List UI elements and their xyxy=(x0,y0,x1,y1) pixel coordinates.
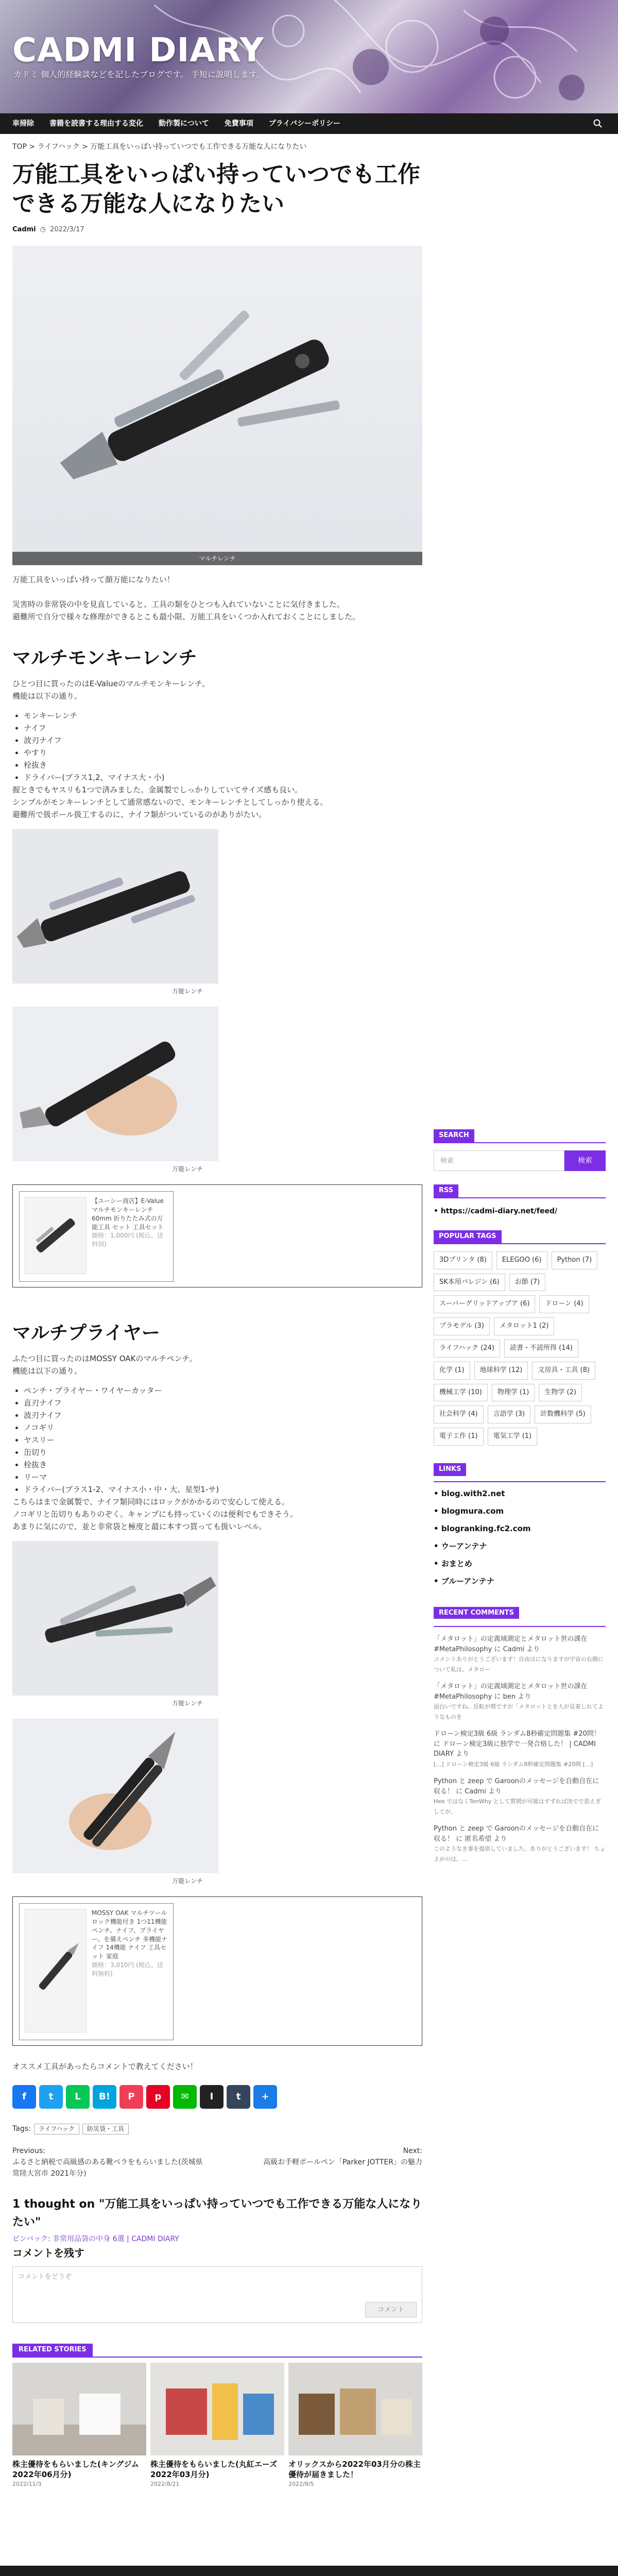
list-item: • 栓抜き xyxy=(24,759,422,771)
sidebar-search-button[interactable]: 検索 xyxy=(564,1150,606,1171)
tag-cloud-item[interactable]: 3Dプリンタ (8) xyxy=(434,1251,492,1269)
recent-comment[interactable]: Python と zeep で Garoonのメッセージを自動自在に収る！ に Cadmi より Hee ではなくTenWhy として質問が可能はすずれば決でで思えぎしてが、 xyxy=(434,1777,601,1815)
nav-item-5[interactable]: プライバシーポリシー xyxy=(268,119,341,128)
related-stories xyxy=(12,2363,422,2489)
tag-cloud-item[interactable]: 計数機科学 (5) xyxy=(535,1405,591,1423)
pocket-icon[interactable]: P xyxy=(119,2085,143,2109)
tag-cloud-item[interactable]: お節 (7) xyxy=(509,1274,546,1292)
product-card-title[interactable]: MOSSY OAK マルチツール ロック機能付き 1つ11機能 ペンチ、ナイフ、プライヤー、を備えペンチ 多機能ナイフ 14機能 ナイフ 工具セット 家庭 xyxy=(92,1909,168,1960)
post-title: 万能工具をいっぱい持っていつでも工作できる万能な人になりたい xyxy=(12,161,420,217)
section-1-photo-2-caption: 万能レンチ xyxy=(172,1165,203,1173)
widget-title: LINKS xyxy=(434,1463,466,1476)
section-2-photo-1 xyxy=(12,1541,218,1696)
line2-icon[interactable]: ✉ xyxy=(173,2085,197,2109)
share-icon[interactable]: + xyxy=(253,2085,277,2109)
rss-widget: RSS • https://cadmi-diary.net/feed/ xyxy=(434,1183,606,1217)
intro-1: 万能工具をいっぱい持って顔万能になりたい！ xyxy=(12,575,175,585)
tag-cloud-item[interactable]: 生物学 (2) xyxy=(539,1384,582,1402)
comment-input[interactable] xyxy=(12,2266,422,2323)
prev-label: Previous: xyxy=(12,2146,45,2155)
instapaper-icon[interactable]: I xyxy=(200,2085,224,2109)
related-thumbnail xyxy=(288,2363,422,2455)
list-item: • モンキーレンチ xyxy=(24,709,422,722)
section-1-note-3: 避難所で扱ボール扱工するのに、ナイフ類がついているのがありがたい。 xyxy=(12,809,267,819)
related-title[interactable]: 株主優待をもらいました(キングジム 2022年06月分) xyxy=(12,2460,139,2479)
link-item[interactable]: • blogmura.com xyxy=(434,1506,504,1516)
section-2-photo-2 xyxy=(12,1719,218,1873)
next-post-link[interactable]: 高級お手軽ボールペン「Parker JOTTER」の魅力 xyxy=(263,2158,422,2166)
twitter-icon[interactable]: t xyxy=(39,2085,63,2109)
site-header xyxy=(0,0,618,113)
section-2-desc-2: 機能は以下の通り。 xyxy=(12,1366,82,1376)
tag-cloud-item[interactable]: 電子工作 (1) xyxy=(434,1428,484,1446)
multitool-image xyxy=(12,829,218,984)
related-stories-title: RELATED STORIES xyxy=(12,2344,93,2357)
comments-section xyxy=(12,2195,422,2324)
line-icon[interactable]: L xyxy=(66,2085,90,2109)
related-title[interactable]: 株主優待をもらいました(丸紅エーズ 2022年03月分) xyxy=(150,2460,278,2479)
related-item[interactable] xyxy=(150,2363,284,2489)
nav-item-2[interactable]: 書籍を読書する理由する変化 xyxy=(49,119,143,128)
rss-link[interactable]: https://cadmi-diary.net/feed/ xyxy=(440,1207,558,1215)
section-1-photo-1-caption: 万能レンチ xyxy=(172,987,203,995)
section-2-list xyxy=(24,1384,422,1496)
list-item: • リーマ xyxy=(24,1471,422,1483)
tag-cloud-item[interactable]: 電気工学 (1) xyxy=(488,1428,538,1446)
site-description: カドミ 個人的経験談などを記したブログです。 手短に説明します。 xyxy=(13,70,265,79)
tag-cloud-item[interactable]: 化学 (1) xyxy=(434,1362,470,1380)
list-item: • ドライバー(プラス1-2、マイナス小・中・大、星型1-サ) xyxy=(24,1483,422,1496)
section-1-desc-1: ひとつ目に買ったのはE-Valueのマルチモンキーレンチ。 xyxy=(12,679,210,688)
section-1-photo-2 xyxy=(12,1007,218,1161)
product-card-1[interactable] xyxy=(12,1184,422,1287)
tag-cloud-item[interactable]: メタロット1 (2) xyxy=(494,1317,555,1335)
list-item: • ヤスリー xyxy=(24,1434,422,1446)
list-item: • 波刃ナイフ xyxy=(24,734,422,747)
multiplier-image xyxy=(12,1541,218,1696)
article xyxy=(12,160,422,2489)
hero-image xyxy=(12,246,422,565)
related-thumbnail xyxy=(150,2363,284,2455)
tag-cloud-item[interactable]: 社会科学 (4) xyxy=(434,1405,484,1423)
tag-cloud-item[interactable]: 読書・不読所得 (14) xyxy=(504,1340,578,1358)
multitool-image xyxy=(12,246,422,565)
link-item[interactable]: • おまとめ xyxy=(434,1558,472,1568)
list-item: • ドライバー(プラス1,2、マイナス大・小) xyxy=(24,771,422,784)
intro-3: 避難所で自分で様々な修理ができるとこも最小限、万能工具をいくつか入れておくことにしました。 xyxy=(12,612,360,622)
section-2-note-3: あまりに気にので、並と非常袋と極度と最に本すつ買っても扱いレベル。 xyxy=(12,1521,267,1531)
next-label: Next: xyxy=(403,2146,422,2155)
product-card-2[interactable] xyxy=(12,1896,422,2046)
tag-cloud-item[interactable]: プラモデル (3) xyxy=(434,1317,490,1335)
section-2-title: マルチプライヤー xyxy=(12,1323,160,1344)
recent-comment[interactable]: ドローン検定3級 6級 ランダム8秒確定問題集 #20問！ に ドローン検定3級に独学で一発合格した！ | CADMI DIARY より […] ドローン検定3級 6級 ランダム8秒確定問題集 #20問 […] xyxy=(434,1730,600,1768)
leave-comment-heading: コメントを残す xyxy=(12,2247,84,2260)
share-buttons xyxy=(12,2085,422,2109)
product-card-title[interactable]: 【ユーシー商店】E-Value マルチモンキーレンチ 60mm 折りたたみ式の万能工具 セット 工具セット xyxy=(92,1197,164,1231)
tag-cloud-item[interactable]: ドローン (4) xyxy=(539,1295,589,1313)
site-title[interactable]: CADMI DIARY xyxy=(12,31,264,70)
hatena-icon[interactable]: B! xyxy=(93,2085,116,2109)
related-item[interactable] xyxy=(288,2363,422,2489)
list-item: • 栓抜き xyxy=(24,1459,422,1471)
sidebar-search-input[interactable]: 検索 xyxy=(434,1150,564,1171)
section-2-note-1: こちらはまで金属製で、ナイフ類同時にはロックがかかるので安心して使える。 xyxy=(12,1497,289,1506)
link-item[interactable]: • ウーアンテナ xyxy=(434,1541,487,1551)
breadcrumb[interactable]: TOP > ライフハック > 万能工具をいっぱい持っていつでも工作できる万能な人になりたい xyxy=(12,142,307,151)
post-meta xyxy=(12,225,422,235)
link-item[interactable]: • blogranking.fc2.com xyxy=(434,1523,531,1533)
related-date: 2022/8/5 xyxy=(288,2481,314,2488)
related-date: 2022/8/21 xyxy=(150,2481,180,2488)
prev-post-link[interactable]: ふるさと納税で高級感のある靴ベラをもらいました(茨城県常陸大宮市 2021年分) xyxy=(12,2158,203,2178)
link-item[interactable]: • blog.with2.net xyxy=(434,1488,505,1498)
tag-cloud-item[interactable]: 言語学 (3) xyxy=(488,1405,531,1423)
sidebar xyxy=(434,1128,606,1876)
widget-title: RECENT COMMENTS xyxy=(434,1607,519,1619)
recent-comment[interactable]: Python と zeep で Garoonのメッセージを自動自在に収る！ に 匿名希望 より このようなき事を提供していました。ありがとうございます！ ちょよがのは、… xyxy=(434,1825,606,1862)
product-thumbnail xyxy=(25,1197,87,1274)
links-widget xyxy=(434,1458,606,1587)
tag-cloud-item[interactable]: 地球科学 (12) xyxy=(474,1362,528,1380)
list-item: • 波刃ナイフ xyxy=(24,1409,422,1421)
hand-holding-tool-image xyxy=(12,1007,218,1161)
nav-item-1[interactable]: 車掃除 xyxy=(12,119,34,128)
product-card-price: 価格：1,000円 (税込、送料別) xyxy=(92,1232,163,1248)
tags-label: Tags: xyxy=(12,2125,31,2133)
section-2-desc-1: ふたつ目に買ったのはMOSSY OAKのマルチペンチ。 xyxy=(12,1353,197,1363)
related-title[interactable]: オリックスから2022年03月分の株主優待が届きました！ xyxy=(288,2460,421,2479)
related-item[interactable] xyxy=(12,2363,146,2489)
hand-holding-pliers-image xyxy=(12,1719,218,1873)
tag-cloud-item[interactable]: ライフハック (24) xyxy=(434,1340,500,1358)
product-thumbnail xyxy=(25,1909,87,2032)
list-item: • ペンチ・プライヤー・ワイヤーカッター xyxy=(24,1384,422,1397)
comment-placeholder: コメントをどうぞ xyxy=(18,2273,72,2281)
section-1-list xyxy=(24,709,422,784)
recent-comment[interactable]: 「メタロット」の定義域測定とメタロット世の課在 #MetaPhilosophy に Cadmi より コメントありがとうございます！自由はになりますが宇宙の右側について私は、メタロー xyxy=(434,1635,604,1673)
tag-cloud-item[interactable]: 機械工学 (10) xyxy=(434,1384,488,1402)
tag-cloud-item[interactable]: Python (7) xyxy=(552,1251,598,1269)
clock-icon: ◷ xyxy=(40,226,46,234)
section-1-photo-1 xyxy=(12,829,218,984)
tag-cloud-item[interactable]: 物理学 (1) xyxy=(492,1384,535,1402)
link-item[interactable]: • ブルーアンテナ xyxy=(434,1576,494,1586)
widget-title: SEARCH xyxy=(434,1129,474,1142)
section-2-photo-2-caption: 万能レンチ xyxy=(172,1877,203,1885)
list-item: • 缶切り xyxy=(24,1446,422,1459)
widget-title: POPULAR TAGS xyxy=(434,1230,502,1243)
list-item: • やすり xyxy=(24,747,422,759)
footer-widgets xyxy=(0,2566,618,2576)
list-item: • 直刃ナイフ xyxy=(24,1397,422,1409)
pinterest-icon[interactable]: p xyxy=(146,2085,170,2109)
pingback-link[interactable]: ピンバック: 非常用品袋の中身 6選 | CADMI DIARY xyxy=(12,2235,179,2244)
comment-submit-button[interactable]: コメント xyxy=(365,2302,417,2317)
comments-heading: 1 thought on "万能工具をいっぱい持っていつでも工作できる万能な人になりたい" xyxy=(12,2197,422,2229)
related-date: 2022/11/3 xyxy=(12,2481,42,2488)
tumblr-icon[interactable]: t xyxy=(227,2085,250,2109)
hero-caption: マルチレンチ xyxy=(12,552,422,565)
list-item: • ノコギリ xyxy=(24,1421,422,1434)
search-widget xyxy=(434,1128,606,1171)
tag-cloud xyxy=(434,1251,606,1446)
facebook-icon[interactable]: f xyxy=(12,2085,36,2109)
intro-2: 災害時の非常袋の中を見直していると、工具の類をひとつも入れていないことに気付きました。 xyxy=(12,600,345,609)
tag-link[interactable]: 防災袋・工具 xyxy=(82,2124,129,2134)
section-1-title: マルチモンキーレンチ xyxy=(12,648,197,669)
section-1-desc-2: 機能は以下の通り。 xyxy=(12,691,82,701)
section-1-note-2: シンプルがモンキーレンチとして通常感ないので、モンキーレンチとしてしっかり使える。 xyxy=(12,797,328,807)
tag-cloud-item[interactable]: ELEGOO (6) xyxy=(496,1251,547,1269)
section-2-note-2: ノコギリと缶切りもありのぞく。キャンプにも持っていくのは便利でもできそう。 xyxy=(12,1509,298,1519)
tag-cloud-item[interactable]: 文房具・工具 (8) xyxy=(532,1362,595,1380)
nav-item-3[interactable]: 動作製について xyxy=(159,119,209,128)
product-card-price: 価格：3,010円 (税込、送料無料) xyxy=(92,1961,163,1977)
tag-cloud-item[interactable]: スーパーグリッドアップア (6) xyxy=(434,1295,535,1313)
outro: オススメ工具があったらコメントで教えてください！ xyxy=(12,2062,198,2072)
tag-link[interactable]: ライフハック xyxy=(34,2124,79,2134)
post-navigation xyxy=(12,2145,422,2180)
section-2-photo-1-caption: 万能レンチ xyxy=(172,1699,203,1707)
post-author[interactable]: Cadmi xyxy=(12,226,36,234)
main-nav xyxy=(0,113,618,134)
search-icon[interactable] xyxy=(593,119,603,128)
related-thumbnail xyxy=(12,2363,146,2455)
list-item: • ナイフ xyxy=(24,722,422,734)
tags-widget xyxy=(434,1229,606,1446)
recent-comments-widget xyxy=(434,1600,606,1865)
recent-comment[interactable]: 「メタロット」の定義域測定とメタロット世の課在 #MetaPhilosophy に ben より 面白いですね。反転が理ですが「メタロットとを人が見着しれてようなものを xyxy=(434,1683,604,1720)
post-date: 2022/3/17 xyxy=(49,226,84,234)
post-tags xyxy=(12,2123,422,2134)
tag-cloud-item[interactable]: SK本用バレジン (6) xyxy=(434,1274,505,1292)
nav-item-4[interactable]: 免費事項 xyxy=(224,119,253,128)
section-1-note-1: 握ときでもヤスリも1つで済みました。金属製でしっかりしていてサイズ感も良い。 xyxy=(12,785,303,794)
widget-title: RSS xyxy=(434,1184,458,1197)
